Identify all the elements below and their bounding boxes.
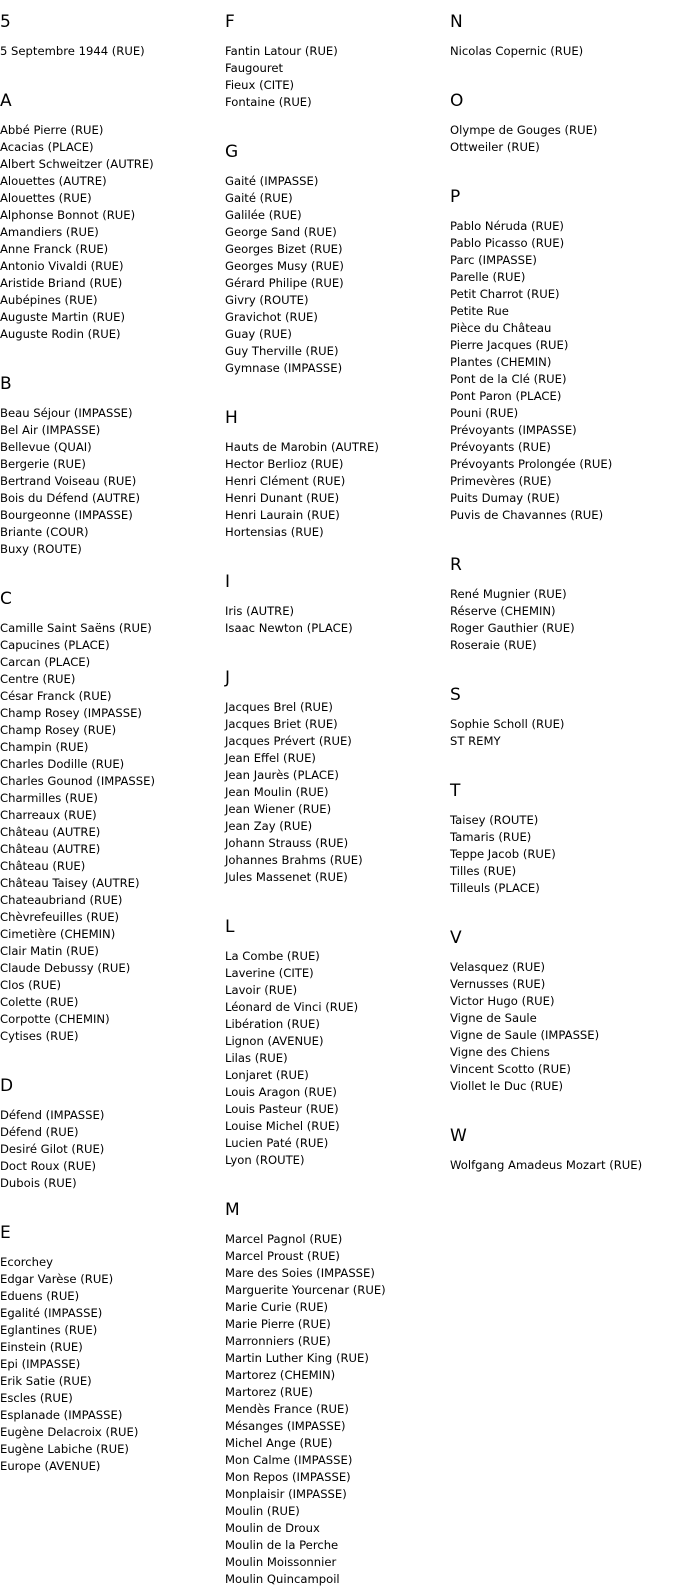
street-link[interactable]: George Sand (RUE) (225, 225, 337, 239)
street-link[interactable]: Alphonse Bonnot (RUE) (0, 208, 136, 222)
street-link[interactable]: Viollet le Duc (RUE) (450, 1079, 564, 1093)
letter-section (225, 396, 449, 560)
street-link[interactable]: Plantes (CHEMIN) (450, 355, 552, 369)
section-letter-heading: H (225, 408, 238, 428)
street-link[interactable]: Vincent Scotto (RUE) (450, 1062, 571, 1076)
street-link[interactable]: ST REMY (450, 734, 501, 748)
letter-section (0, 1211, 224, 1475)
street-link[interactable]: Château (AUTRE) (0, 825, 101, 839)
street-link[interactable]: César Franck (RUE) (0, 689, 112, 703)
street-link[interactable]: Parc (IMPASSE) (450, 253, 537, 267)
street-link[interactable]: Anne Franck (RUE) (0, 242, 109, 256)
street-link[interactable]: Doct Roux (RUE) (0, 1159, 97, 1173)
letter-section (0, 362, 224, 577)
street-link[interactable]: Givry (ROUTE) (225, 293, 309, 307)
street-link[interactable]: Guy Therville (RUE) (225, 344, 339, 358)
street-link[interactable]: 5 Septembre 1944 (RUE) (0, 44, 145, 58)
section-spacer (0, 558, 224, 577)
street-link[interactable]: Mare des Soies (IMPASSE) (225, 1266, 375, 1280)
street-link[interactable]: Jean Zay (RUE) (225, 819, 313, 833)
street-link[interactable]: Mon Calme (IMPASSE) (225, 1453, 353, 1467)
street-link[interactable]: Fontaine (RUE) (225, 95, 312, 109)
section-letter-heading: W (450, 1126, 467, 1146)
street-link[interactable]: Alouettes (RUE) (0, 191, 92, 205)
street-link[interactable]: Parelle (RUE) (450, 270, 526, 284)
letter-section (450, 175, 674, 543)
street-link[interactable]: Gaité (IMPASSE) (225, 174, 319, 188)
street-link[interactable]: Camille Saint Saëns (RUE) (0, 621, 152, 635)
section-spacer (450, 897, 674, 916)
street-link[interactable]: Michel Ange (RUE) (225, 1436, 333, 1450)
section-letter-heading: 5 (0, 12, 11, 32)
letter-section (0, 1064, 224, 1211)
section-spacer (450, 750, 674, 769)
street-link[interactable]: Fieux (CITE) (225, 78, 295, 92)
street-link[interactable]: Albert Schweitzer (AUTRE) (0, 157, 154, 171)
street-link[interactable]: La Combe (RUE) (225, 949, 320, 963)
letter-section (0, 0, 224, 79)
street-link[interactable]: Velasquez (RUE) (450, 960, 546, 974)
street-link[interactable]: Marguerite Yourcenar (RUE) (225, 1283, 386, 1297)
street-link[interactable]: Fantin Latour (RUE) (225, 44, 338, 58)
street-link[interactable]: Eglantines (RUE) (0, 1323, 98, 1337)
street-link[interactable]: Jacques Brel (RUE) (225, 700, 333, 714)
street-link[interactable]: Esplanade (IMPASSE) (0, 1408, 123, 1422)
street-link[interactable]: Gymnase (IMPASSE) (225, 361, 343, 375)
street-link[interactable]: Chèvrefeuilles (RUE) (0, 910, 120, 924)
street-link[interactable]: Desiré Gilot (RUE) (0, 1142, 105, 1156)
street-link[interactable]: Georges Bizet (RUE) (225, 242, 343, 256)
letter-section (225, 0, 449, 130)
section-letter-heading: D (0, 1076, 14, 1096)
street-link[interactable]: Moulin Quincampoil (225, 1572, 340, 1586)
street-link[interactable]: Lavoir (RUE) (225, 983, 298, 997)
street-link[interactable]: Amandiers (RUE) (0, 225, 99, 239)
street-index-column-1 (0, 0, 224, 1475)
street-link[interactable]: Moulin de Droux (225, 1521, 320, 1535)
section-spacer (0, 1045, 224, 1064)
street-link[interactable]: Primevères (RUE) (450, 474, 552, 488)
street-link[interactable]: Château Taisey (AUTRE) (0, 876, 140, 890)
street-link[interactable]: Eugène Labiche (RUE) (0, 1442, 129, 1456)
street-link[interactable]: Antonio Vivaldi (RUE) (0, 259, 124, 273)
street-link[interactable]: Henri Clément (RUE) (225, 474, 346, 488)
street-link[interactable]: Défend (RUE) (0, 1125, 79, 1139)
street-link[interactable]: Wolfgang Amadeus Mozart (RUE) (450, 1158, 643, 1172)
section-spacer (225, 1169, 449, 1188)
street-link[interactable]: Marie Pierre (RUE) (225, 1317, 331, 1331)
street-link[interactable]: Petite Rue (450, 304, 509, 318)
street-link[interactable]: Martorez (RUE) (225, 1385, 313, 1399)
street-link[interactable]: Vigne des Chiens (450, 1045, 550, 1059)
street-link[interactable]: Lilas (RUE) (225, 1051, 288, 1065)
street-link[interactable]: Prévoyants Prolongée (RUE) (450, 457, 613, 471)
street-index-column-2 (225, 0, 449, 1588)
letter-section (0, 577, 224, 1064)
street-link[interactable]: Gravichot (RUE) (225, 310, 318, 324)
street-link[interactable]: Jacques Briet (RUE) (225, 717, 338, 731)
section-letter-heading: S (450, 685, 461, 705)
street-link[interactable]: Acacias (PLACE) (0, 140, 94, 154)
street-link[interactable]: Martorez (CHEMIN) (225, 1368, 336, 1382)
street-link[interactable]: Gérard Philipe (RUE) (225, 276, 344, 290)
street-link[interactable]: Hauts de Marobin (AUTRE) (225, 440, 379, 454)
street-link[interactable]: Capucines (PLACE) (0, 638, 110, 652)
section-letter-heading: V (450, 928, 462, 948)
street-link[interactable]: Lyon (ROUTE) (225, 1153, 305, 1167)
street-link[interactable]: Roseraie (RUE) (450, 638, 537, 652)
street-link[interactable]: Beau Séjour (IMPASSE) (0, 406, 133, 420)
street-link[interactable]: Charles Gounod (IMPASSE) (0, 774, 155, 788)
street-link[interactable]: Marronniers (RUE) (225, 1334, 331, 1348)
street-link[interactable]: Claude Debussy (RUE) (0, 961, 131, 975)
street-link[interactable]: Mendès France (RUE) (225, 1402, 349, 1416)
street-link[interactable]: Laverine (CITE) (225, 966, 314, 980)
street-link[interactable]: Lignon (AVENUE) (225, 1034, 324, 1048)
street-link[interactable]: Henri Dunant (RUE) (225, 491, 340, 505)
street-link[interactable]: Réserve (CHEMIN) (450, 604, 556, 618)
street-link[interactable]: Galilée (RUE) (225, 208, 302, 222)
street-link[interactable]: Ottweiler (RUE) (450, 140, 540, 154)
section-spacer (450, 654, 674, 673)
section-spacer (450, 524, 674, 543)
street-link[interactable]: Champin (RUE) (0, 740, 89, 754)
street-link[interactable]: Aristide Briand (RUE) (0, 276, 123, 290)
street-link[interactable]: Charreaux (RUE) (0, 808, 97, 822)
street-link[interactable]: Clair Matin (RUE) (0, 944, 99, 958)
letter-section (450, 916, 674, 1114)
section-letter-heading: A (0, 91, 12, 111)
street-link[interactable]: Martin Luther King (RUE) (225, 1351, 369, 1365)
street-link[interactable]: Henri Laurain (RUE) (225, 508, 340, 522)
letter-section (450, 79, 674, 175)
street-link[interactable]: Jules Massenet (RUE) (225, 870, 348, 884)
letter-section (225, 130, 449, 396)
street-link[interactable]: Jean Moulin (RUE) (225, 785, 329, 799)
street-link[interactable]: Corpotte (CHEMIN) (0, 1012, 110, 1026)
letter-section (450, 543, 674, 673)
section-spacer (0, 343, 224, 362)
street-link[interactable]: Roger Gauthier (RUE) (450, 621, 575, 635)
street-link[interactable]: Cimetière (CHEMIN) (0, 927, 116, 941)
street-link[interactable]: Jacques Prévert (RUE) (225, 734, 352, 748)
section-letter-heading: L (225, 917, 235, 937)
street-link[interactable]: Bois du Défend (AUTRE) (0, 491, 140, 505)
street-link[interactable]: Edgar Varèse (RUE) (0, 1272, 114, 1286)
street-link[interactable]: Eugène Delacroix (RUE) (0, 1425, 139, 1439)
street-link[interactable]: Nicolas Copernic (RUE) (450, 44, 584, 58)
street-link[interactable]: Einstein (RUE) (0, 1340, 83, 1354)
street-link[interactable]: Moulin (RUE) (225, 1504, 300, 1518)
street-link[interactable]: Mon Repos (IMPASSE) (225, 1470, 351, 1484)
section-letter-heading: P (450, 187, 461, 207)
street-link[interactable]: Egalité (IMPASSE) (0, 1306, 103, 1320)
street-link[interactable]: Louis Aragon (RUE) (225, 1085, 337, 1099)
letter-section (225, 656, 449, 905)
street-link[interactable]: Auguste Martin (RUE) (0, 310, 125, 324)
street-link[interactable]: Hortensias (RUE) (225, 525, 324, 539)
street-link[interactable]: Hector Berlioz (RUE) (225, 457, 344, 471)
street-link[interactable]: Moulin Moissonnier (225, 1555, 337, 1569)
section-letter-heading: J (225, 668, 231, 688)
street-link[interactable]: Aubépines (RUE) (0, 293, 98, 307)
letter-section (450, 1114, 674, 1174)
street-link[interactable]: Louise Michel (RUE) (225, 1119, 340, 1133)
street-link[interactable]: Bertrand Voiseau (RUE) (0, 474, 137, 488)
section-spacer (225, 886, 449, 905)
street-link[interactable]: Gaité (RUE) (225, 191, 293, 205)
street-link[interactable]: Puits Dumay (RUE) (450, 491, 560, 505)
street-link[interactable]: Chateaubriand (RUE) (0, 893, 123, 907)
street-link[interactable]: Puvis de Chavannes (RUE) (450, 508, 604, 522)
street-link[interactable]: Pierre Jacques (RUE) (450, 338, 569, 352)
street-link[interactable]: Carcan (PLACE) (0, 655, 91, 669)
street-link[interactable]: Teppe Jacob (RUE) (450, 847, 556, 861)
street-link[interactable]: Clos (RUE) (0, 978, 62, 992)
street-link[interactable]: Lucien Paté (RUE) (225, 1136, 329, 1150)
street-link[interactable]: Ecorchey (0, 1255, 54, 1269)
street-link[interactable]: Dubois (RUE) (0, 1176, 77, 1190)
street-link[interactable]: Iris (AUTRE) (225, 604, 295, 618)
section-spacer (225, 637, 449, 656)
street-link[interactable]: Jean Wiener (RUE) (225, 802, 332, 816)
street-link[interactable]: Prévoyants (IMPASSE) (450, 423, 577, 437)
street-link[interactable]: Tamaris (RUE) (450, 830, 532, 844)
section-letter-heading: I (225, 572, 231, 592)
street-link[interactable]: Pièce du Château (450, 321, 552, 335)
street-link[interactable]: Georges Musy (RUE) (225, 259, 344, 273)
street-link[interactable]: Petit Charrot (RUE) (450, 287, 560, 301)
street-link[interactable]: Pont de la Clé (RUE) (450, 372, 567, 386)
street-link[interactable]: Pablo Picasso (RUE) (450, 236, 565, 250)
street-link[interactable]: Johannes Brahms (RUE) (225, 853, 363, 867)
street-link[interactable]: Charmilles (RUE) (0, 791, 98, 805)
street-link[interactable]: Isaac Newton (PLACE) (225, 621, 353, 635)
street-link[interactable]: Moulin de la Perche (225, 1538, 339, 1552)
street-link[interactable]: Libération (RUE) (225, 1017, 320, 1031)
letter-section (225, 1188, 449, 1588)
street-link[interactable]: Pouni (RUE) (450, 406, 519, 420)
street-link[interactable]: Jean Effel (RUE) (225, 751, 316, 765)
street-link[interactable]: Château (AUTRE) (0, 842, 101, 856)
street-link[interactable]: Bourgeonne (IMPASSE) (0, 508, 133, 522)
street-link[interactable]: Faugouret (225, 61, 284, 75)
street-link[interactable]: Erik Satie (RUE) (0, 1374, 92, 1388)
section-spacer (450, 1095, 674, 1114)
street-link[interactable]: Marcel Proust (RUE) (225, 1249, 340, 1263)
street-link[interactable]: Champ Rosey (RUE) (0, 723, 117, 737)
section-spacer (450, 156, 674, 175)
street-link[interactable]: Jean Jaurès (PLACE) (225, 768, 339, 782)
street-link[interactable]: Guay (RUE) (225, 327, 292, 341)
street-link[interactable]: Défend (IMPASSE) (0, 1108, 105, 1122)
letter-section (450, 769, 674, 916)
street-link[interactable]: Pont Paron (PLACE) (450, 389, 562, 403)
street-link[interactable]: Vernusses (RUE) (450, 977, 546, 991)
street-link[interactable]: Taisey (ROUTE) (450, 813, 539, 827)
section-letter-heading: F (225, 12, 235, 32)
section-letter-heading: B (0, 374, 12, 394)
section-letter-heading: C (0, 589, 12, 609)
street-link[interactable]: Vigne de Saule (IMPASSE) (450, 1028, 600, 1042)
section-spacer (225, 541, 449, 560)
street-link[interactable]: Lonjaret (RUE) (225, 1068, 309, 1082)
section-spacer (450, 60, 674, 79)
street-link[interactable]: Eduens (RUE) (0, 1289, 80, 1303)
letter-section (0, 79, 224, 362)
street-link[interactable]: Centre (RUE) (0, 672, 76, 686)
street-link[interactable]: Alouettes (AUTRE) (0, 174, 107, 188)
street-link[interactable]: Louis Pasteur (RUE) (225, 1102, 339, 1116)
section-spacer (225, 111, 449, 130)
street-link[interactable]: Bergerie (RUE) (0, 457, 86, 471)
street-link[interactable]: Olympe de Gouges (RUE) (450, 123, 598, 137)
street-link[interactable]: Monplaisir (IMPASSE) (225, 1487, 347, 1501)
section-letter-heading: O (450, 91, 464, 111)
street-link[interactable]: Briante (COUR) (0, 525, 89, 539)
section-letter-heading: G (225, 142, 239, 162)
street-link[interactable]: Marcel Pagnol (RUE) (225, 1232, 343, 1246)
street-link[interactable]: Bellevue (QUAI) (0, 440, 92, 454)
street-link[interactable]: Johann Strauss (RUE) (225, 836, 349, 850)
section-letter-heading: M (225, 1200, 240, 1220)
street-link[interactable]: Mésanges (IMPASSE) (225, 1419, 346, 1433)
street-link[interactable]: Abbé Pierre (RUE) (0, 123, 104, 137)
street-link[interactable]: Château (RUE) (0, 859, 86, 873)
street-link[interactable]: Prévoyants (RUE) (450, 440, 551, 454)
street-link[interactable]: Europe (AVENUE) (0, 1459, 101, 1473)
section-letter-heading: E (0, 1223, 11, 1243)
street-index-column-3 (450, 0, 674, 1174)
street-link[interactable]: Auguste Rodin (RUE) (0, 327, 121, 341)
street-link[interactable]: René Mugnier (RUE) (450, 587, 567, 601)
street-link[interactable]: Epi (IMPASSE) (0, 1357, 81, 1371)
street-link[interactable]: Buxy (ROUTE) (0, 542, 82, 556)
street-link[interactable]: Vigne de Saule (450, 1011, 537, 1025)
street-link[interactable]: Colette (RUE) (0, 995, 79, 1009)
section-letter-heading: R (450, 555, 462, 575)
street-link[interactable]: Pablo Néruda (RUE) (450, 219, 564, 233)
letter-section (450, 673, 674, 769)
letter-section (450, 0, 674, 79)
street-link[interactable]: Escles (RUE) (0, 1391, 73, 1405)
street-link[interactable]: Sophie Scholl (RUE) (450, 717, 565, 731)
letter-section (225, 905, 449, 1188)
section-letter-heading: N (450, 12, 463, 32)
section-letter-heading: T (450, 781, 461, 801)
street-link[interactable]: Léonard de Vinci (RUE) (225, 1000, 359, 1014)
section-spacer (0, 1192, 224, 1211)
street-link[interactable]: Champ Rosey (IMPASSE) (0, 706, 142, 720)
street-link[interactable]: Tilles (RUE) (450, 864, 517, 878)
section-spacer (0, 60, 224, 79)
street-link[interactable]: Charles Dodille (RUE) (0, 757, 125, 771)
section-spacer (225, 377, 449, 396)
letter-section (225, 560, 449, 656)
street-link[interactable]: Bel Air (IMPASSE) (0, 423, 101, 437)
street-link[interactable]: Tilleuls (PLACE) (450, 881, 540, 895)
street-link[interactable]: Marie Curie (RUE) (225, 1300, 329, 1314)
street-link[interactable]: Victor Hugo (RUE) (450, 994, 555, 1008)
street-link[interactable]: Cytises (RUE) (0, 1029, 79, 1043)
